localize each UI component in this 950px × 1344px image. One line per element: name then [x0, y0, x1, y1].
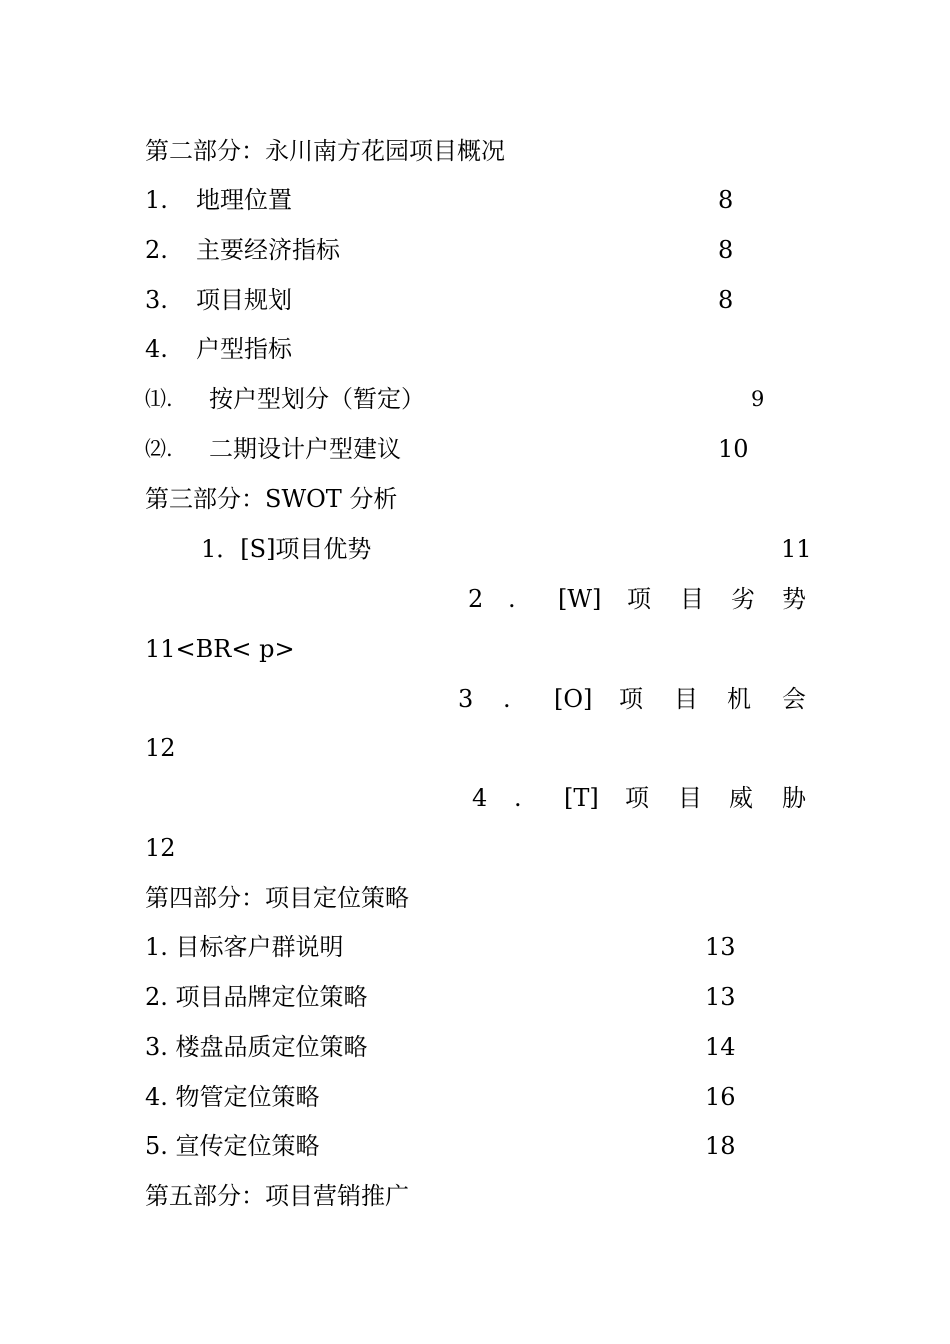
subentry-label: 按户型划分（暂定） — [209, 385, 425, 413]
entry-page: 8 — [718, 186, 734, 214]
entry-number: 4 — [472, 784, 488, 812]
entry-char: 劣 — [731, 585, 755, 613]
subentry-label: 二期设计户型建议 — [209, 435, 401, 463]
entry-number: 2 — [468, 585, 484, 613]
entry-char: 项 — [619, 685, 643, 713]
entry-number: 3. — [145, 286, 168, 314]
entry-label: 3. 楼盘品质定位策略 — [145, 1033, 368, 1061]
entry-tag: [T] — [564, 784, 599, 812]
entry-page: 18 — [705, 1132, 736, 1160]
entry-number: 1. — [145, 186, 168, 214]
entry-page: 8 — [718, 236, 734, 264]
subentry-page: 10 — [718, 435, 749, 463]
entry-page-wrapped: 12 — [145, 834, 176, 862]
entry-label: 项目规划 — [196, 286, 292, 314]
entry-char: 目 — [674, 685, 698, 713]
part4-heading: 第四部分：项目定位策略 — [145, 884, 409, 912]
entry-page: 13 — [705, 983, 736, 1011]
entry-char: 目 — [680, 585, 704, 613]
entry-page: 14 — [705, 1033, 736, 1061]
entry-tag: [O] — [554, 685, 593, 713]
subentry-number: ⑵. — [145, 437, 173, 461]
entry-dot: . — [503, 685, 511, 713]
entry-char: 会 — [782, 685, 806, 713]
entry-tag: [W] — [558, 585, 602, 613]
part2-heading: 第二部分：永川南方花园项目概况 — [145, 137, 505, 165]
part3-heading: 第三部分：SWOT 分析 — [145, 485, 398, 513]
entry-char: 目 — [678, 784, 702, 812]
entry-page: 16 — [705, 1083, 736, 1111]
entry-number: 4. — [145, 335, 168, 363]
entry-label: 户型指标 — [196, 335, 292, 363]
entry-char: 项 — [625, 784, 649, 812]
subentry-page: 9 — [751, 387, 765, 411]
entry-label: 2. 项目品牌定位策略 — [145, 983, 368, 1011]
entry-char: 势 — [782, 585, 806, 613]
entry-label: 4. 物管定位策略 — [145, 1083, 320, 1111]
entry-label: 1．[S]项目优势 — [201, 535, 372, 563]
entry-char: 威 — [729, 784, 753, 812]
entry-page-wrapped: 12 — [145, 734, 176, 762]
part5-heading: 第五部分：项目营销推广 — [145, 1182, 409, 1210]
entry-char: 项 — [627, 585, 651, 613]
entry-number: 2. — [145, 236, 168, 264]
entry-page: 13 — [705, 933, 736, 961]
entry-page: 11 — [781, 535, 812, 563]
entry-label: 5. 宣传定位策略 — [145, 1132, 320, 1160]
entry-dot: . — [508, 585, 516, 613]
subentry-number: ⑴. — [145, 387, 173, 411]
entry-page: 8 — [718, 286, 734, 314]
entry-label: 主要经济指标 — [196, 236, 340, 264]
entry-label: 1. 目标客户群说明 — [145, 933, 344, 961]
entry-page-wrapped: 11<BR< p> — [145, 635, 295, 663]
entry-label: 地理位置 — [196, 186, 292, 214]
entry-dot: . — [514, 784, 522, 812]
entry-number: 3 — [458, 685, 474, 713]
entry-char: 胁 — [782, 784, 806, 812]
entry-char: 机 — [727, 685, 751, 713]
